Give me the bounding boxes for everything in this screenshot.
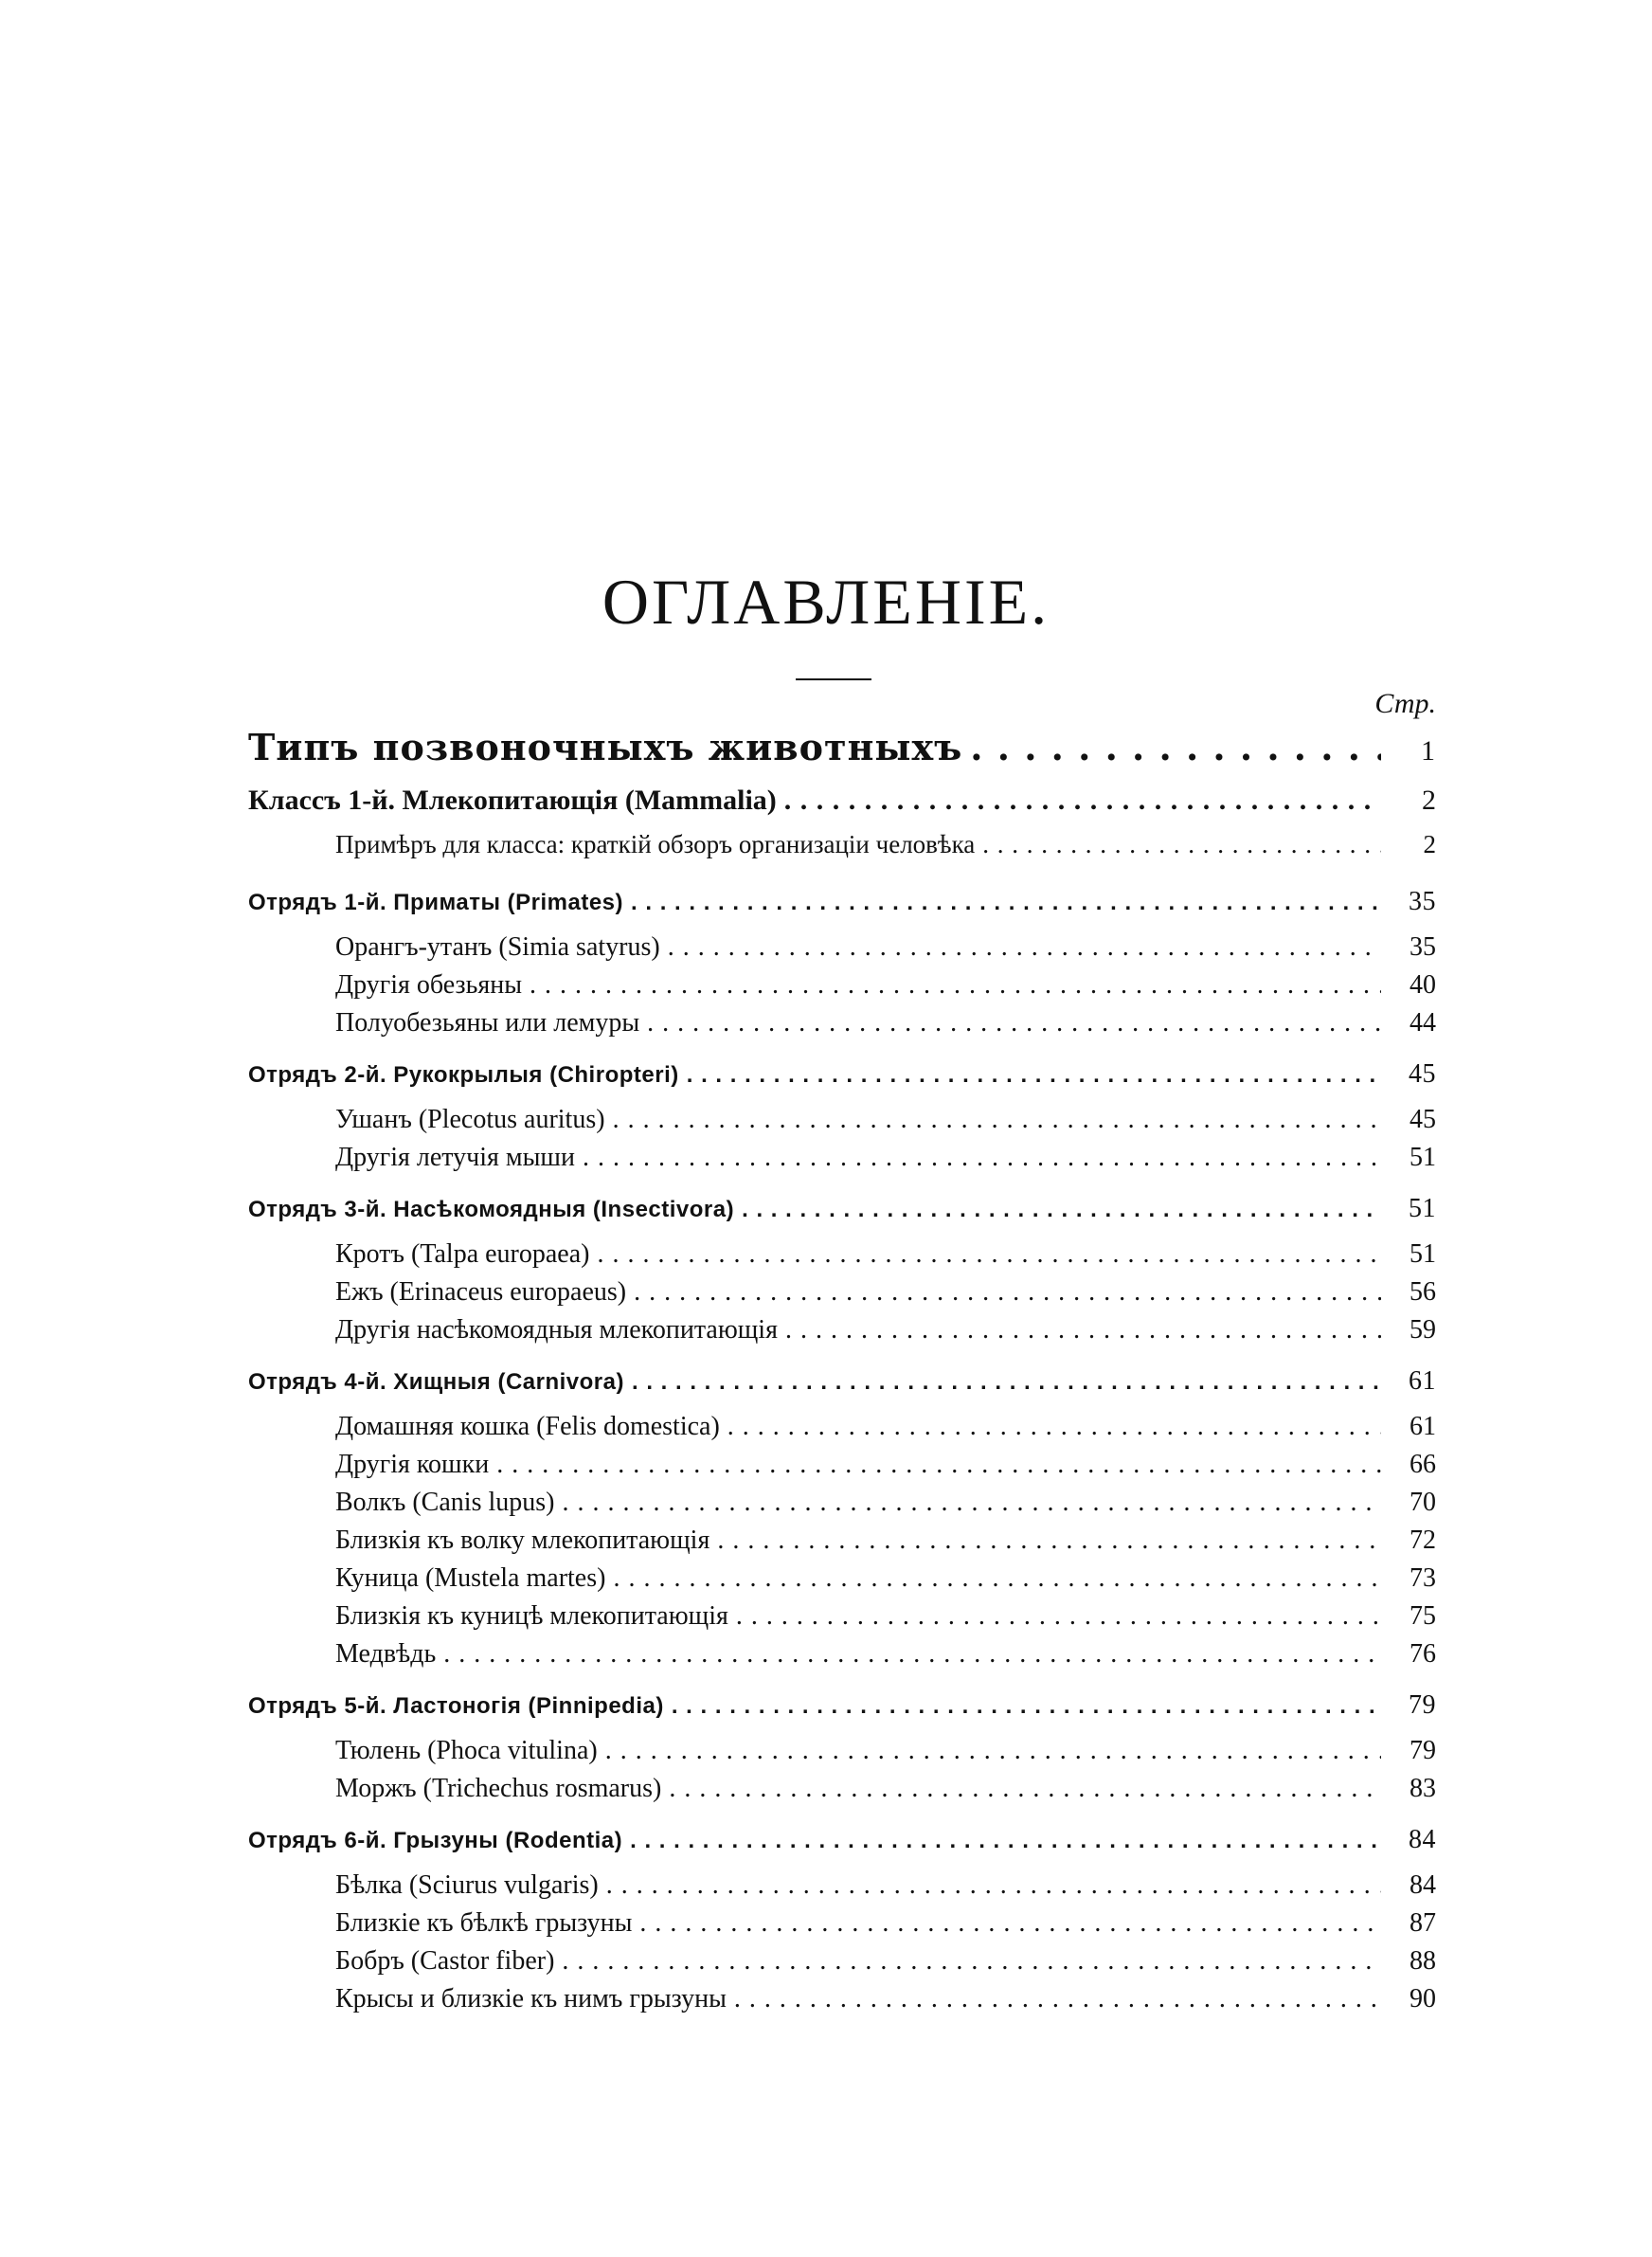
- toc-page-number: 90: [1410, 1984, 1436, 2013]
- dot-leader: [970, 726, 1381, 768]
- toc-page-number: 45: [1409, 1059, 1436, 1089]
- toc-entry: [248, 1412, 1436, 1450]
- toc-page-number: 75: [1410, 1601, 1436, 1631]
- dot-leader: [727, 1412, 1381, 1442]
- toc-label: Близкія къ волку млекопитающія: [335, 1526, 710, 1555]
- toc-label: Орангъ-утанъ (Simia satyrus): [335, 932, 660, 962]
- toc-page-number: 73: [1410, 1563, 1436, 1593]
- dot-leader: [562, 1946, 1381, 1977]
- toc-label: Кротъ (Talpa europaea): [335, 1239, 590, 1269]
- dot-leader: [583, 1143, 1381, 1173]
- dot-leader: [443, 1639, 1381, 1670]
- toc-entry: [248, 1908, 1436, 1946]
- toc-label: Другія кошки: [335, 1450, 490, 1479]
- toc-entry: [248, 1870, 1436, 1908]
- toc-page-number: 72: [1410, 1526, 1436, 1555]
- toc-page-number: 40: [1410, 970, 1436, 1000]
- dot-leader: [606, 1870, 1381, 1901]
- toc-label: Медвѣдь: [335, 1639, 437, 1669]
- toc-entry: [248, 1105, 1436, 1143]
- toc-label: Волкъ (Canis lupus): [335, 1488, 555, 1517]
- toc-order-group: [248, 887, 1436, 1046]
- toc-page-number: 59: [1410, 1315, 1436, 1345]
- page-column-header: Стр.: [1374, 688, 1436, 719]
- dot-leader: [631, 890, 1381, 916]
- toc-page-number: 76: [1410, 1639, 1436, 1669]
- toc-entry: [248, 1774, 1436, 1812]
- toc-label: Отрядъ 5-й. Ластоногія (Pinnipedia): [248, 1693, 664, 1719]
- toc-entry: [248, 1450, 1436, 1488]
- toc-class-example: [248, 830, 1436, 883]
- toc-entry: [248, 1488, 1436, 1526]
- toc-label: Бѣлка (Sciurus vulgaris): [335, 1870, 599, 1900]
- toc-page-number: 66: [1410, 1450, 1436, 1479]
- toc-label: Куница (Mustela martes): [335, 1563, 606, 1593]
- dot-leader: [982, 830, 1381, 859]
- toc-label: Ежъ (Erinaceus europaeus): [335, 1277, 627, 1307]
- toc-page-number: 2: [1422, 785, 1436, 816]
- toc-order-heading: [248, 887, 1436, 932]
- toc-label: Примѣръ для класса: краткій обзоръ организаціи человѣка: [335, 830, 976, 858]
- toc-entry: [248, 1315, 1436, 1353]
- toc-entry: [248, 1639, 1436, 1677]
- title-divider: [796, 678, 871, 680]
- toc-page-number: 79: [1409, 1690, 1436, 1720]
- dot-leader: [784, 785, 1381, 817]
- dot-leader: [598, 1239, 1382, 1270]
- toc-page-number: 35: [1410, 932, 1436, 962]
- dot-leader: [630, 1828, 1381, 1854]
- toc-page-number: 1: [1421, 735, 1436, 767]
- toc-page-number: 44: [1410, 1008, 1436, 1038]
- toc-label: Другія летучія мыши: [335, 1143, 575, 1172]
- toc-order-group: [248, 1194, 1436, 1353]
- toc-page-number: 61: [1409, 1366, 1436, 1396]
- toc-order-group: [248, 1059, 1436, 1181]
- toc-entry: [248, 1526, 1436, 1563]
- dot-leader: [785, 1315, 1381, 1345]
- dot-leader: [734, 1984, 1381, 2014]
- dot-leader: [632, 1369, 1381, 1396]
- toc-order-group: [248, 1690, 1436, 1812]
- dot-leader: [669, 1774, 1381, 1804]
- dot-leader: [668, 932, 1381, 963]
- toc-page-number: 88: [1410, 1946, 1436, 1976]
- dot-leader: [605, 1736, 1381, 1766]
- dot-leader: [613, 1105, 1381, 1135]
- toc-label: Крысы и близкіе къ нимъ грызуны: [335, 1984, 727, 2013]
- toc-page-number: 79: [1410, 1736, 1436, 1765]
- toc-page-number: 87: [1410, 1908, 1436, 1938]
- toc-entry: [248, 970, 1436, 1008]
- toc-label: Близкіе къ бѣлкѣ грызуны: [335, 1908, 633, 1938]
- toc-entry: [248, 1946, 1436, 1984]
- toc-label: Отрядъ 3-й. Насѣкомоядныя (Insectivora): [248, 1197, 735, 1222]
- toc-label: Тюлень (Phoca vitulina): [335, 1736, 598, 1765]
- toc-label: Отрядъ 6-й. Грызуны (Rodentia): [248, 1828, 623, 1853]
- toc-entry: [248, 1143, 1436, 1181]
- toc-page-number: 61: [1410, 1412, 1436, 1441]
- toc-order-group: [248, 1366, 1436, 1677]
- dot-leader: [639, 1908, 1381, 1939]
- toc-page-number: 70: [1410, 1488, 1436, 1517]
- toc-order-heading: [248, 1059, 1436, 1105]
- toc-entry: [248, 1239, 1436, 1277]
- toc-label: Другія насѣкомоядныя млекопитающія: [335, 1315, 778, 1345]
- toc-order-heading: [248, 1825, 1436, 1870]
- dot-leader: [742, 1197, 1381, 1223]
- toc-page-number: 84: [1410, 1870, 1436, 1900]
- toc-page-number: 45: [1410, 1105, 1436, 1134]
- toc-class-heading: [248, 785, 1436, 830]
- toc-label: Полуобезьяны или лемуры: [335, 1008, 640, 1038]
- dot-leader: [530, 970, 1381, 1001]
- table-of-contents: [248, 726, 1436, 2035]
- toc-page-number: 51: [1410, 1143, 1436, 1172]
- toc-page-number: 56: [1410, 1277, 1436, 1307]
- toc-order-heading: [248, 1690, 1436, 1736]
- toc-entry: [248, 1563, 1436, 1601]
- toc-order-group: [248, 1825, 1436, 2022]
- toc-entry: [248, 1736, 1436, 1774]
- page-title: ОГЛАВЛЕНІЕ.: [602, 566, 1050, 638]
- toc-order-heading: [248, 1194, 1436, 1239]
- toc-label: Типъ позвоночныхъ животныхъ: [248, 726, 963, 768]
- toc-page-number: 84: [1409, 1825, 1436, 1854]
- toc-entry: [248, 1601, 1436, 1639]
- toc-label: Моржъ (Trichechus rosmarus): [335, 1774, 662, 1803]
- toc-type-heading: [248, 726, 1436, 773]
- toc-entry: [248, 1008, 1436, 1046]
- dot-leader: [613, 1563, 1381, 1594]
- dot-leader: [634, 1277, 1381, 1308]
- toc-page-number: 51: [1409, 1194, 1436, 1223]
- toc-entry: [248, 932, 1436, 970]
- toc-label: Отрядъ 1-й. Приматы (Primates): [248, 890, 624, 915]
- toc-label: Близкія къ куницѣ млекопитающія: [335, 1601, 728, 1631]
- toc-label: Ушанъ (Plecotus auritus): [335, 1105, 605, 1134]
- toc-entry: [248, 1984, 1436, 2022]
- toc-label: Другія обезьяны: [335, 970, 523, 1000]
- dot-leader: [562, 1488, 1381, 1518]
- toc-page-number: 2: [1423, 830, 1436, 858]
- toc-label: Бобръ (Castor fiber): [335, 1946, 555, 1976]
- toc-page-number: 35: [1409, 887, 1436, 916]
- toc-page-number: 51: [1410, 1239, 1436, 1269]
- toc-label: Классъ 1-й. Млекопитающія (Mammalia): [248, 785, 777, 816]
- dot-leader: [717, 1526, 1381, 1556]
- dot-leader: [687, 1062, 1381, 1089]
- dot-leader: [647, 1008, 1381, 1038]
- toc-page-number: 83: [1410, 1774, 1436, 1803]
- toc-label: Домашняя кошка (Felis domestica): [335, 1412, 720, 1441]
- toc-entry: [248, 1277, 1436, 1315]
- dot-leader: [736, 1601, 1381, 1632]
- toc-label: Отрядъ 4-й. Хищныя (Carnivora): [248, 1369, 624, 1395]
- dot-leader: [496, 1450, 1381, 1480]
- dot-leader: [672, 1693, 1381, 1720]
- toc-order-heading: [248, 1366, 1436, 1412]
- toc-label: Отрядъ 2-й. Рукокрылыя (Chiropteri): [248, 1062, 679, 1088]
